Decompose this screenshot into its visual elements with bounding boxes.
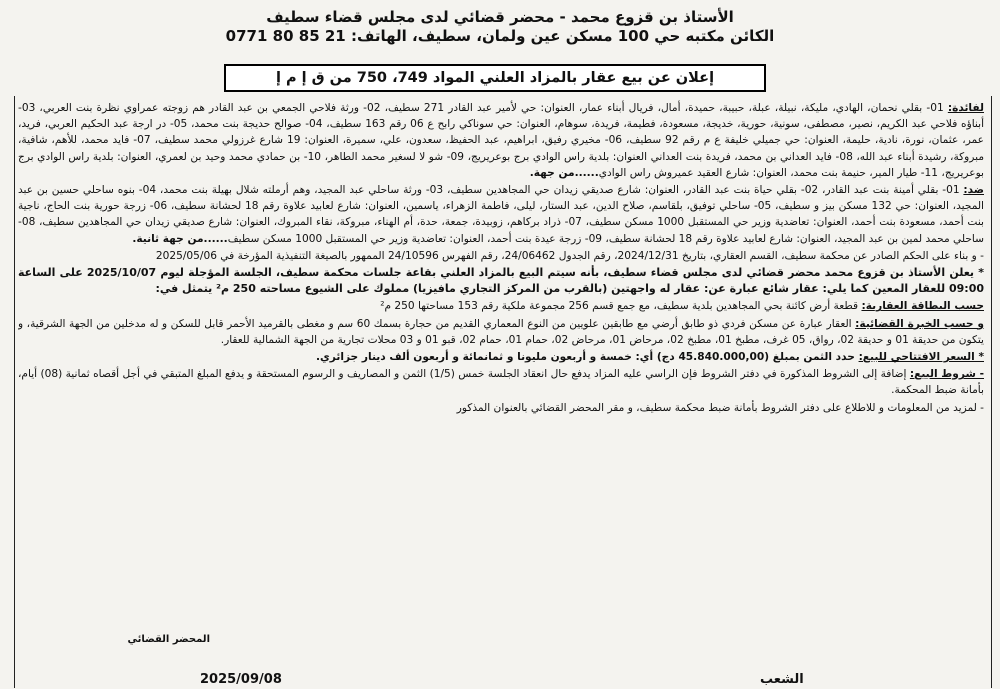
sale-terms-label: - شروط البيع:	[909, 368, 984, 381]
opening-price-label: * السعر الافتتاحي للبيع:	[858, 351, 984, 364]
more-info-paragraph: - لمزيد من المعلومات و للاطلاع على دفتر الشروط بأمانة ضبط محكمة سطيف، و مقر المحضر القضائي بالعنوان المذكور	[456, 401, 984, 414]
defendants-end: ......من جهة ثانية.	[132, 232, 228, 245]
beneficiaries-paragraph	[18, 100, 984, 181]
expertise-label: و حسب الخبرة القضائية:	[855, 317, 984, 330]
beneficiaries-text: 01- بقلي نحمان، الهادي، مليكة، نبيلة، عبلة، حبيبة، حميدة، أمال، فريال أبناء عمار، العنوان: حي لأمير عبد القادر 271 سطيف، 02- ورثة فلاحي الجمعي بن عبد القادر هم زوجته عمراوي نظرة بنت العربي، 03- أبناؤه فلاحي عبد الكريم، نصير، مصطفى، سونية، حورية، خديجة، مسعودة، فطيمة، فريدة، سوهام، العنوان: حي سوناكي رابح ع 06 رقم 163 سطيف، 04- صوالح حديجة بنت محمد، 05- در ارجة عبد الحكيم العربي، فريد، عمر، عثمان، نورة، نادية، حليمة، العنوان: حي جميلي خليفة ع م رقم 92 سطيف، 06- مخيري رفيق، ابراهيم، عبد الحفيظ، سعدون، علي، سميرة، العنوان: 19 شارع غرزولي محمد سطيف، 07- فايد محمد، للأهم، شافية، مبروكة، رشيدة أبناء عبد الله، 08- فايد العداني بن محمد، فريدة بنت العداني العنوان: بلدية راس الوادي برج بوعريريج، 09- شو لا لسغير محمد الطاهر، 10- بن حمادي محمد وحيد بن لعمري، العنوان: بلدية راس الوادي برج بوعريريج، 11- طيار المير، حنيمة بنت محمد، العنوان: شارع العقيد عميروش راس الوادي	[18, 102, 984, 179]
notice-header	[0, 8, 1000, 46]
beneficiaries-end: ......من جهة.	[529, 166, 599, 179]
judgment-paragraph: - و بناء على الحكم الصادر عن محكمة سطيف، القسم العقاري، بتاريخ 2024/12/31، رقم الجدول 24/06462، رقم الفهرس 24/10596 الممهور بالصيغة التنفيذية المؤرخة في 2025/05/06	[155, 249, 984, 262]
opening-price-text: حدد الثمن بمبلغ (45.840.000,00 دج) أي: خمسة و أربعون مليونا و ثمانمائة و أربعون ألف دينار جزائري.	[316, 351, 859, 364]
defendants-label: ضد:	[963, 184, 984, 197]
sale-terms-paragraph	[18, 366, 984, 398]
defendants-paragraph	[18, 182, 984, 247]
newspaper-name: الشعب	[760, 672, 804, 687]
land-card-paragraph	[18, 298, 984, 314]
beneficiaries-label: لفائدة:	[947, 102, 984, 114]
bailiff-signature: المحضر القضائي	[127, 634, 210, 645]
expertise-paragraph	[18, 316, 984, 348]
land-card-text: قطعة أرض كائنة بحي المجاهدين بلدية سطيف، مع جمع قسم 256 مجموعة ملكية رقم 153 مساحتها 250 م²	[380, 300, 862, 313]
notice-title-banner: إعلان عن بيع عقار بالمزاد العلني المواد 749، 750 من ق إ م إ	[224, 64, 766, 92]
sale-announcement-paragraph: * يعلن الأستاذ بن قزوع محمد محضر قضائي لدى مجلس قضاء سطيف، بأنه سيتم البيع بالمزاد العلني بقاعة جلسات محكمة سطيف، الجلسة المؤجلة ليوم 2025/10/07 على الساعة 09:00 للعقار المعين كما يلي: عقار شائع عبارة عن: عقار له واجهتين (بالقرب من المركز التجاري مافيزيا) مملوك على الشيوع مساحته 250 م² يتمثل في:	[18, 266, 984, 296]
opening-price-paragraph	[18, 349, 984, 365]
notice-body	[18, 100, 984, 686]
defendants-text: 01- بقلي أمينة بنت عبد القادر، 02- بقلي حياة بنت عبد القادر، العنوان: شارع صديقي زيدان حي المجاهدين سطيف، 03- ورثة ساحلي عبد المجيد، وهم أرملته شلال بهيلة بنت محمد، 04- بنوه ساحلي حسين بن عبد المجيد، العنوان: حي 132 مسكن بيز و سطيف، 05- ساحلي توفيق، بلقاسم، صلاح الدين، عبد الستار، ليلى، فاطمة الزهراء، ياسمين، العنوان: شارع لعابيد علاوة رقم 18 لحشانة سطيف، 06- زرجة حورية بنت الحاج، ناجية بنت أحمد، مسعودة بنت أحمد، العنوان: تعاضدية وزير حي المستقبل 1000 مسكن سطيف، 07- ذراد بركاهم، زوبيدة، جمعة، حدة، أم الهناء، مبروكة، نقاء المبروك، العنوان: شارع صديقي زيدان حي المجاهدين سطيف، 08- ساحلي محمد لمين بن عبد المجيد، العنوان: شارع لعابيد علاوة رقم 18 لحشانة سطيف، 09- زرجة عيدة بنت أحمد، العنوان: تعاضدية وزير حي المستقبل 1000 مسكن سطيف	[18, 184, 984, 245]
bailiff-name-line: الأستاذ بن قزوع محمد - محضر قضائي لدى مجلس قضاء سطيف	[266, 8, 734, 26]
land-card-label: حسب البطاقة العقارية:	[861, 300, 984, 313]
expertise-text: العقار عبارة عن مسكن فردي ذو طابق أرضي مع طابقين علويين من النوع المعماري القديم من حجارة بسمك 60 سم و مغطى بالقرميد الأحمر قابل للسكن و له مدخلين من الجهة الشرقية، و يتكون من حديقة 01 و حديقة 02، رواق، 05 غرف، مطبخ 01، مطبخ 02، مرحاض 01، مرحاض 02، حمام 01، حمام 02، قبو 01 و 03 محلات تجارية من الجهة الشمالية للعقار.	[18, 317, 984, 346]
publication-date: 2025/09/08	[200, 672, 282, 687]
sale-terms-text: إضافة إلى الشروط المذكورة في دفتر الشروط فإن الراسي عليه المزاد يدفع حال انعقاد الجلسة خمس (1/5) الثمن و المصاريف و الرسوم المستحقة و يدفع المبلغ المتبقي في أجل أقصاه ثمانية (08) أيام، بأمانة ضبط المحكمة.	[18, 368, 984, 397]
bailiff-address-line: الكائن مكتبه حي 100 مسكن عين ولمان، سطيف، الهاتف: 21 85 80 0771	[225, 27, 775, 45]
